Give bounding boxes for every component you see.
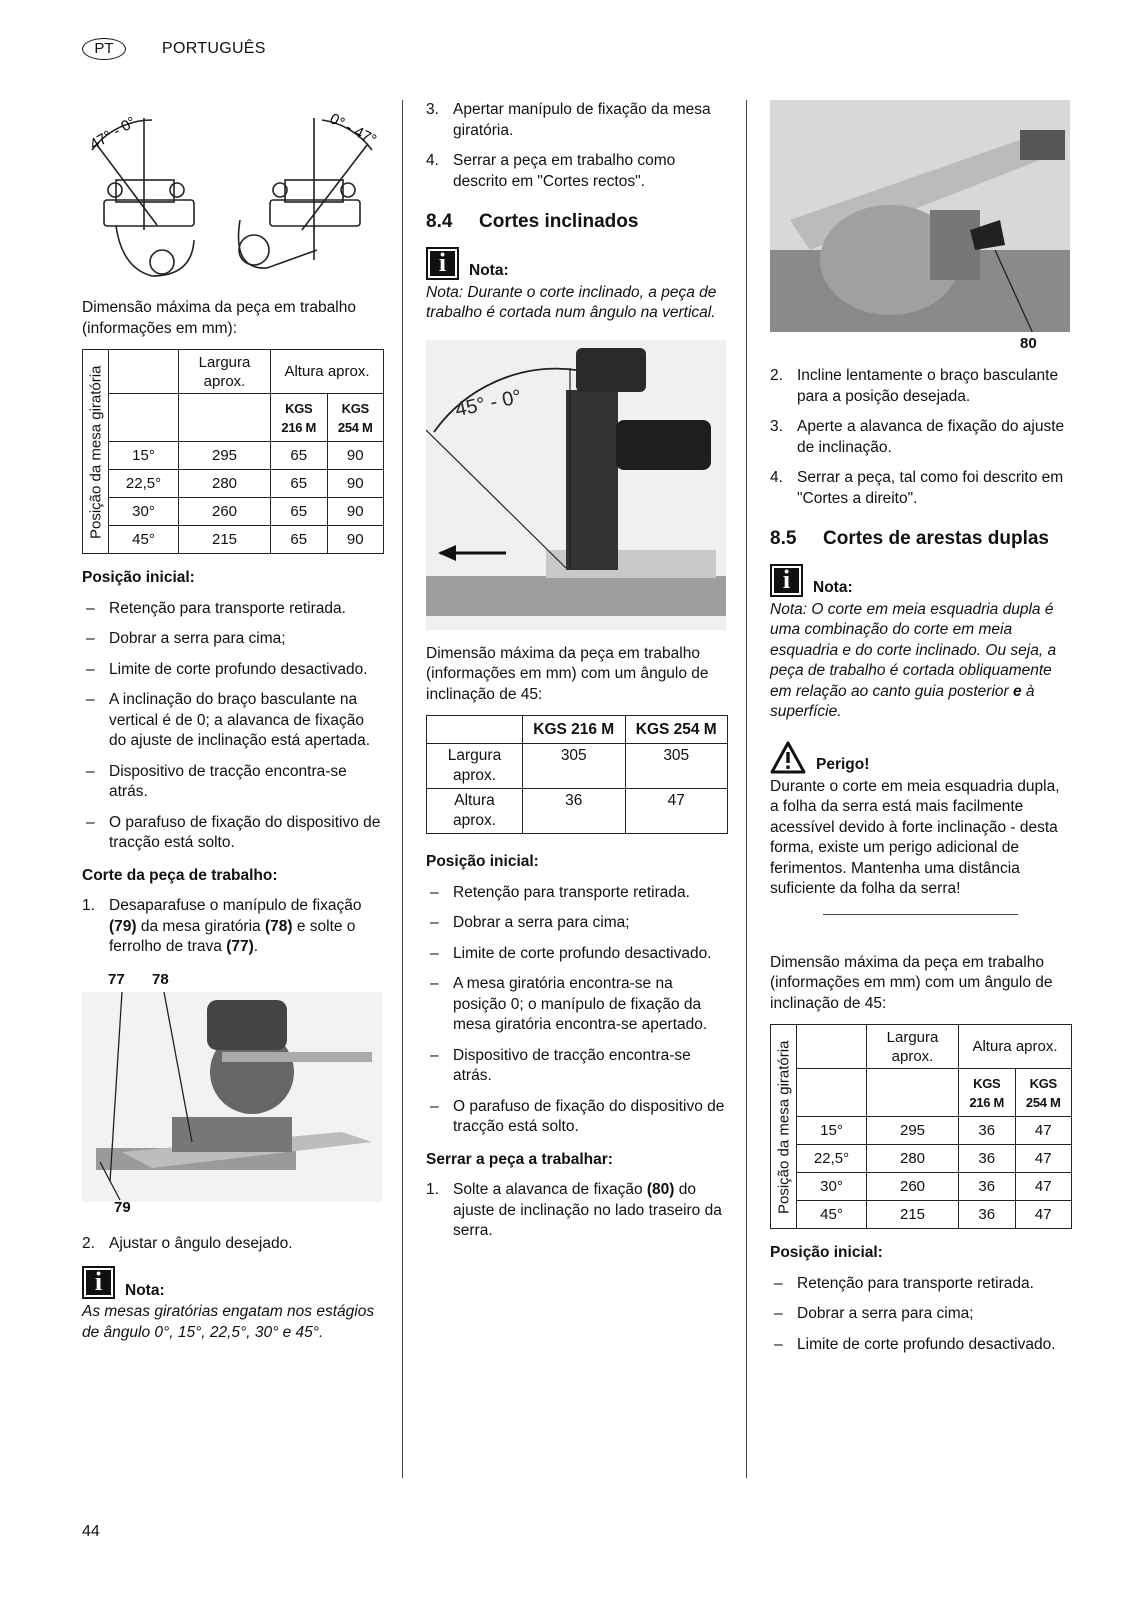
initial-position-list xyxy=(426,883,726,1138)
angle-label-left: 47° - 0° xyxy=(86,113,140,154)
list-item: – Limite de corte profundo desactivado. xyxy=(82,660,382,681)
table-cell: 47 xyxy=(625,789,728,834)
page-number: 44 xyxy=(82,1523,100,1540)
note-header xyxy=(770,564,1070,597)
table-rotated-label: Posição da mesa giratória xyxy=(83,350,109,554)
danger-text: Durante o corte em meia esquadria dupla, a folha da serra está mais facilmente acessível devido à forte inclinação - desta forma, existe um perigo adicional de ferimentos. Mantenha uma distância suficiente da folha da serra! xyxy=(770,777,1060,897)
table-row xyxy=(771,1173,1072,1201)
column-2 xyxy=(426,100,726,1254)
table-row xyxy=(83,470,384,498)
table-cell: Largura aprox. xyxy=(427,744,523,789)
max-dimension-intro: Dimensão máxima da peça em trabalho (informações em mm): xyxy=(82,299,356,337)
table-cell: 215 xyxy=(179,526,271,554)
list-item: – Retenção para transporte retirada. xyxy=(82,599,382,620)
table-cell: 90 xyxy=(327,442,384,470)
table-row xyxy=(427,789,728,834)
figure-label-78: 78 xyxy=(152,970,169,988)
note-text: As mesas giratórias engatam nos estágios de ângulo 0°, 15°, 22,5°, 30° e 45°. xyxy=(82,1303,375,1341)
cutting-steps-cont xyxy=(426,100,726,192)
info-icon: i xyxy=(82,1266,115,1299)
note-label: Nota: xyxy=(125,1281,165,1299)
table-cell xyxy=(179,394,271,442)
list-item: 3. Apertar manípulo de fixação da mesa giratória. xyxy=(426,101,711,139)
column-divider xyxy=(402,100,403,1478)
table-cell: 36 xyxy=(523,789,626,834)
table-header-height: Altura aprox. xyxy=(959,1025,1072,1069)
sawing-steps-cont xyxy=(770,366,1070,509)
table-cell: 15° xyxy=(109,442,179,470)
initial-position-heading: Posição inicial: xyxy=(82,569,195,586)
initial-position-list xyxy=(82,599,382,854)
table-row xyxy=(83,442,384,470)
table-cell xyxy=(797,1069,867,1117)
table-row xyxy=(771,1201,1072,1229)
figure-label-80: 80 xyxy=(1020,335,1037,352)
table-cell: 36 xyxy=(959,1173,1016,1201)
table-header-kgs216: KGS 216 M xyxy=(271,394,328,442)
danger-label: Perigo! xyxy=(816,756,870,773)
note-label: Nota: xyxy=(469,262,509,279)
table-cell xyxy=(797,1025,867,1069)
note-header xyxy=(82,1266,382,1299)
list-item: – Dobrar a serra para cima; xyxy=(770,1304,1070,1325)
table-cell: 65 xyxy=(271,526,328,554)
table-header-kgs216: KGS 216 M xyxy=(959,1069,1016,1117)
note-header xyxy=(426,247,726,280)
bevel-lever-photo xyxy=(770,100,1070,332)
figure-label-79: 79 xyxy=(114,1198,131,1216)
table-cell: 47 xyxy=(1015,1173,1072,1201)
initial-position-heading: Posição inicial: xyxy=(426,853,539,870)
table-row xyxy=(427,744,728,789)
list-item: – Retenção para transporte retirada. xyxy=(426,883,726,904)
cutting-heading: Corte da peça de trabalho: xyxy=(82,866,278,884)
list-item: – Dispositivo de tracção encontra-se atrás. xyxy=(426,1046,726,1087)
table-cell: 305 xyxy=(523,744,626,789)
table-header-height: Altura aprox. xyxy=(271,350,384,394)
info-icon: i xyxy=(426,247,459,280)
table-cell: 15° xyxy=(797,1117,867,1145)
list-item: – Dobrar a serra para cima; xyxy=(82,629,382,650)
list-item: – Retenção para transporte retirada. xyxy=(770,1274,1070,1295)
list-item: – Limite de corte profundo desactivado. xyxy=(770,1335,1070,1356)
column-3 xyxy=(770,100,1070,1367)
table-cell xyxy=(427,716,523,744)
column-1 xyxy=(82,100,382,1353)
initial-position-list xyxy=(770,1274,1070,1356)
list-item: – Dobrar a serra para cima; xyxy=(426,913,726,934)
lever-photo-figure xyxy=(770,100,1070,358)
initial-position-heading: Posição inicial: xyxy=(770,1244,883,1261)
column-divider xyxy=(746,100,747,1478)
table-cell: 45° xyxy=(109,526,179,554)
list-item: – A mesa giratória encontra-se na posição 0; o manípulo de fixação da mesa giratória encontra-se apertado. xyxy=(426,974,726,1036)
table-cell: 280 xyxy=(867,1145,959,1173)
table-cell: 65 xyxy=(271,442,328,470)
dimension-table xyxy=(82,349,384,554)
table-cell: 260 xyxy=(179,498,271,526)
language-name: PORTUGUÊS xyxy=(162,39,266,57)
note-label: Nota: xyxy=(813,579,853,596)
list-item: – O parafuso de fixação do dispositivo de tracção está solto. xyxy=(426,1097,726,1138)
list-item: 1. Desaparafuse o manípulo de fixação (79) da mesa giratória (78) e solte o ferrolho de trava (77). xyxy=(82,897,362,955)
table-cell: 47 xyxy=(1015,1145,1072,1173)
language-badge: PT xyxy=(82,38,126,60)
miter-saw-photo xyxy=(82,992,382,1228)
table-cell: 90 xyxy=(327,526,384,554)
saw-photo-figure xyxy=(82,970,382,1220)
turntable-angle-figure xyxy=(82,100,382,288)
table-cell: 65 xyxy=(271,470,328,498)
table-cell: 22,5° xyxy=(797,1145,867,1173)
table-cell: 90 xyxy=(327,470,384,498)
table-cell xyxy=(109,350,179,394)
separator-line xyxy=(823,914,1018,915)
list-item: 4. Serrar a peça, tal como foi descrito em "Cortes a direito". xyxy=(770,469,1064,507)
list-item: 1. Solte a alavanca de fixação (80) do ajuste de inclinação no lado traseiro da serra. xyxy=(426,1181,722,1239)
cutting-steps xyxy=(82,896,382,958)
table-cell: 90 xyxy=(327,498,384,526)
table-cell: 30° xyxy=(109,498,179,526)
table-header-kgs216: KGS 216 M xyxy=(523,716,626,744)
table-cell: 36 xyxy=(959,1201,1016,1229)
table-cell: 295 xyxy=(867,1117,959,1145)
bevel-saw-photo xyxy=(426,340,726,630)
table-cell xyxy=(867,1069,959,1117)
list-item: – O parafuso de fixação do dispositivo de tracção está solto. xyxy=(82,813,382,854)
table-cell: 36 xyxy=(959,1117,1016,1145)
cutting-steps-cont xyxy=(82,1234,382,1255)
table-cell: 65 xyxy=(271,498,328,526)
section-heading-8-5: 8.5 Cortes de arestas duplas xyxy=(770,528,1049,549)
table-cell: 30° xyxy=(797,1173,867,1201)
max-dimension-intro: Dimensão máxima da peça em trabalho (informações em mm) com um ângulo de inclinação de 45: xyxy=(426,644,709,703)
table-header-width: Largura aprox. xyxy=(867,1025,959,1069)
table-cell: 305 xyxy=(625,744,728,789)
bevel-dimension-table xyxy=(426,715,728,834)
max-dimension-intro: Dimensão máxima da peça em trabalho (informações em mm) com um ângulo de inclinação de 45: xyxy=(770,953,1053,1012)
table-rotated-label: Posição da mesa giratória xyxy=(771,1025,797,1229)
table-cell xyxy=(109,394,179,442)
list-item: 2. Ajustar o ângulo desejado. xyxy=(82,1234,293,1252)
warning-triangle-icon xyxy=(770,741,806,774)
list-item: 2. Incline lentamente o braço basculante para a posição desejada. xyxy=(770,367,1059,405)
list-item: – Dispositivo de tracção encontra-se atrás. xyxy=(82,762,382,803)
table-cell: 295 xyxy=(179,442,271,470)
table-row xyxy=(83,498,384,526)
double-miter-dimension-table xyxy=(770,1024,1072,1229)
list-item: 3. Aperte a alavanca de fixação do ajuste de inclinação. xyxy=(770,418,1065,456)
page-header xyxy=(82,38,266,60)
table-cell: 215 xyxy=(867,1201,959,1229)
table-header-kgs254: KGS 254 M xyxy=(1015,1069,1072,1117)
table-row xyxy=(771,1145,1072,1173)
table-header-kgs254: KGS 254 M xyxy=(625,716,728,744)
table-cell: 47 xyxy=(1015,1201,1072,1229)
table-cell: 260 xyxy=(867,1173,959,1201)
list-item: – A inclinação do braço basculante na vertical é de 0; a alavanca de fixação do ajuste de inclinação está apertada. xyxy=(82,690,382,752)
sawing-heading: Serrar a peça a trabalhar: xyxy=(426,1150,613,1168)
info-icon: i xyxy=(770,564,803,597)
table-cell: 47 xyxy=(1015,1117,1072,1145)
table-cell: 36 xyxy=(959,1145,1016,1173)
table-row xyxy=(83,526,384,554)
figure-label-77: 77 xyxy=(108,970,125,988)
note-text: Nota: Durante o corte inclinado, a peça de trabalho é cortada num ângulo na vertical. xyxy=(426,283,717,321)
list-item: 4. Serrar a peça em trabalho como descrito em "Cortes rectos". xyxy=(426,152,676,190)
turntable-diagram xyxy=(82,100,382,288)
angle-label-right: 0° - 47° xyxy=(326,110,380,149)
bevel-angle-label: 45° - 0° xyxy=(453,385,524,421)
section-heading-8-4: 8.4 Cortes inclinados xyxy=(426,211,639,232)
table-header-kgs254: KGS 254 M xyxy=(327,394,384,442)
sawing-steps xyxy=(426,1180,726,1242)
table-header-width: Largura aprox. xyxy=(179,350,271,394)
bevel-photo-figure xyxy=(426,340,726,630)
table-cell: Altura aprox. xyxy=(427,789,523,834)
list-item: – Limite de corte profundo desactivado. xyxy=(426,944,726,965)
note-text: Nota: O corte em meia esquadria dupla é uma combinação do corte em meia esquadria e do corte inclinado. Ou seja, a peça de trabalho é cortada obliquamente em relação ao canto guia posterior e à superfície. xyxy=(770,600,1057,720)
table-cell: 45° xyxy=(797,1201,867,1229)
table-row xyxy=(771,1117,1072,1145)
danger-header xyxy=(770,741,1070,774)
table-cell: 280 xyxy=(179,470,271,498)
table-cell: 22,5° xyxy=(109,470,179,498)
